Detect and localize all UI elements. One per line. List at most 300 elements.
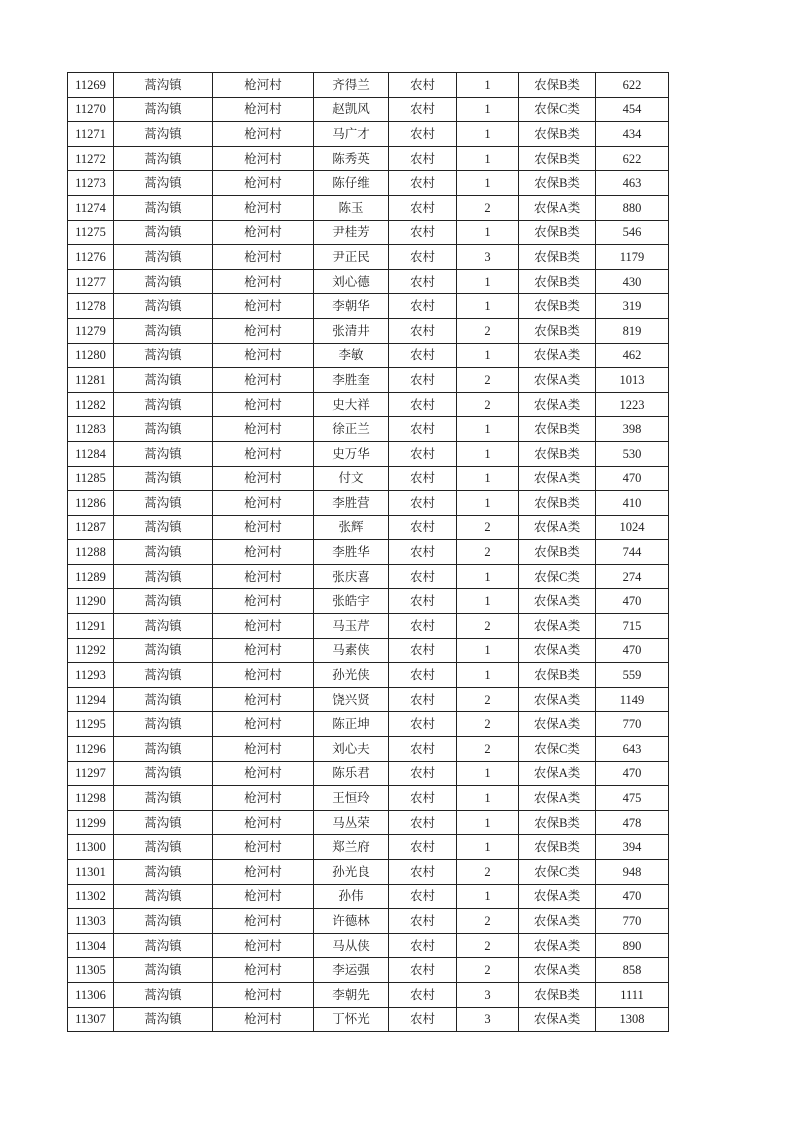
id-cell: 11278: [68, 294, 114, 319]
town-cell: 蒿沟镇: [114, 786, 213, 811]
name-cell: 陈玉: [314, 195, 389, 220]
amount-cell: 1024: [596, 515, 669, 540]
name-cell: 张清井: [314, 318, 389, 343]
name-cell: 王恒玲: [314, 786, 389, 811]
name-cell: 孙光良: [314, 860, 389, 885]
count-cell: 1: [457, 589, 519, 614]
count-cell: 1: [457, 786, 519, 811]
amount-cell: 819: [596, 318, 669, 343]
name-cell: 李胜华: [314, 540, 389, 565]
id-cell: 11299: [68, 810, 114, 835]
table-row: [68, 687, 669, 712]
count-cell: 1: [457, 441, 519, 466]
table-row: [68, 786, 669, 811]
name-cell: 李胜营: [314, 491, 389, 516]
table-row: [68, 97, 669, 122]
village-cell: 枪河村: [213, 884, 314, 909]
name-cell: 陈正坤: [314, 712, 389, 737]
count-cell: 1: [457, 835, 519, 860]
amount-cell: 319: [596, 294, 669, 319]
count-cell: 1: [457, 122, 519, 147]
count-cell: 1: [457, 171, 519, 196]
count-cell: 2: [457, 933, 519, 958]
id-cell: 11297: [68, 761, 114, 786]
insurance-class-cell: 农保B类: [519, 122, 596, 147]
town-cell: 蒿沟镇: [114, 835, 213, 860]
village-cell: 枪河村: [213, 466, 314, 491]
count-cell: 2: [457, 712, 519, 737]
count-cell: 2: [457, 909, 519, 934]
area-type-cell: 农村: [389, 589, 457, 614]
town-cell: 蒿沟镇: [114, 589, 213, 614]
area-type-cell: 农村: [389, 368, 457, 393]
table-row: [68, 417, 669, 442]
data-table: [67, 72, 669, 1032]
table-row: [68, 614, 669, 639]
amount-cell: 643: [596, 737, 669, 762]
village-cell: 枪河村: [213, 835, 314, 860]
count-cell: 1: [457, 810, 519, 835]
count-cell: 2: [457, 860, 519, 885]
village-cell: 枪河村: [213, 97, 314, 122]
id-cell: 11305: [68, 958, 114, 983]
insurance-class-cell: 农保A类: [519, 958, 596, 983]
table-row: [68, 195, 669, 220]
name-cell: 张辉: [314, 515, 389, 540]
id-cell: 11307: [68, 1007, 114, 1032]
insurance-class-cell: 农保A类: [519, 614, 596, 639]
village-cell: 枪河村: [213, 294, 314, 319]
town-cell: 蒿沟镇: [114, 122, 213, 147]
count-cell: 3: [457, 982, 519, 1007]
village-cell: 枪河村: [213, 1007, 314, 1032]
count-cell: 1: [457, 97, 519, 122]
name-cell: 陈乐君: [314, 761, 389, 786]
count-cell: 3: [457, 245, 519, 270]
name-cell: 刘心德: [314, 269, 389, 294]
amount-cell: 470: [596, 589, 669, 614]
table-row: [68, 810, 669, 835]
amount-cell: 1111: [596, 982, 669, 1007]
table-row: [68, 220, 669, 245]
insurance-class-cell: 农保B类: [519, 417, 596, 442]
id-cell: 11277: [68, 269, 114, 294]
insurance-class-cell: 农保A类: [519, 515, 596, 540]
area-type-cell: 农村: [389, 245, 457, 270]
area-type-cell: 农村: [389, 122, 457, 147]
table-row: [68, 146, 669, 171]
name-cell: 尹桂芳: [314, 220, 389, 245]
insurance-class-cell: 农保A类: [519, 343, 596, 368]
name-cell: 李朝华: [314, 294, 389, 319]
area-type-cell: 农村: [389, 982, 457, 1007]
area-type-cell: 农村: [389, 958, 457, 983]
id-cell: 11306: [68, 982, 114, 1007]
area-type-cell: 农村: [389, 933, 457, 958]
amount-cell: 715: [596, 614, 669, 639]
amount-cell: 470: [596, 638, 669, 663]
village-cell: 枪河村: [213, 245, 314, 270]
id-cell: 11301: [68, 860, 114, 885]
id-cell: 11279: [68, 318, 114, 343]
amount-cell: 462: [596, 343, 669, 368]
table-row: [68, 663, 669, 688]
id-cell: 11302: [68, 884, 114, 909]
table-row: [68, 909, 669, 934]
area-type-cell: 农村: [389, 540, 457, 565]
id-cell: 11284: [68, 441, 114, 466]
amount-cell: 880: [596, 195, 669, 220]
count-cell: 1: [457, 269, 519, 294]
town-cell: 蒿沟镇: [114, 687, 213, 712]
name-cell: 郑兰府: [314, 835, 389, 860]
town-cell: 蒿沟镇: [114, 810, 213, 835]
town-cell: 蒿沟镇: [114, 466, 213, 491]
town-cell: 蒿沟镇: [114, 146, 213, 171]
area-type-cell: 农村: [389, 810, 457, 835]
id-cell: 11295: [68, 712, 114, 737]
count-cell: 1: [457, 220, 519, 245]
town-cell: 蒿沟镇: [114, 392, 213, 417]
insurance-class-cell: 农保B类: [519, 491, 596, 516]
insurance-class-cell: 农保A类: [519, 195, 596, 220]
area-type-cell: 农村: [389, 687, 457, 712]
name-cell: 孙伟: [314, 884, 389, 909]
id-cell: 11273: [68, 171, 114, 196]
village-cell: 枪河村: [213, 491, 314, 516]
count-cell: 1: [457, 884, 519, 909]
area-type-cell: 农村: [389, 269, 457, 294]
area-type-cell: 农村: [389, 343, 457, 368]
id-cell: 11281: [68, 368, 114, 393]
table-row: [68, 171, 669, 196]
amount-cell: 1223: [596, 392, 669, 417]
name-cell: 李敏: [314, 343, 389, 368]
table-row: [68, 933, 669, 958]
area-type-cell: 农村: [389, 220, 457, 245]
village-cell: 枪河村: [213, 171, 314, 196]
insurance-class-cell: 农保A类: [519, 884, 596, 909]
village-cell: 枪河村: [213, 737, 314, 762]
amount-cell: 948: [596, 860, 669, 885]
amount-cell: 770: [596, 909, 669, 934]
village-cell: 枪河村: [213, 860, 314, 885]
town-cell: 蒿沟镇: [114, 564, 213, 589]
table-row: [68, 73, 669, 98]
table-row: [68, 294, 669, 319]
table-row: [68, 564, 669, 589]
insurance-class-cell: 农保B类: [519, 318, 596, 343]
name-cell: 陈仔维: [314, 171, 389, 196]
id-cell: 11304: [68, 933, 114, 958]
id-cell: 11269: [68, 73, 114, 98]
village-cell: 枪河村: [213, 614, 314, 639]
name-cell: 尹正民: [314, 245, 389, 270]
name-cell: 马丛荣: [314, 810, 389, 835]
count-cell: 1: [457, 638, 519, 663]
insurance-class-cell: 农保B类: [519, 73, 596, 98]
insurance-class-cell: 农保B类: [519, 835, 596, 860]
amount-cell: 1013: [596, 368, 669, 393]
name-cell: 赵凯风: [314, 97, 389, 122]
insurance-class-cell: 农保A类: [519, 687, 596, 712]
village-cell: 枪河村: [213, 343, 314, 368]
insurance-class-cell: 农保A类: [519, 638, 596, 663]
table-row: [68, 441, 669, 466]
amount-cell: 463: [596, 171, 669, 196]
id-cell: 11280: [68, 343, 114, 368]
village-cell: 枪河村: [213, 638, 314, 663]
area-type-cell: 农村: [389, 712, 457, 737]
amount-cell: 470: [596, 761, 669, 786]
area-type-cell: 农村: [389, 761, 457, 786]
table-row: [68, 368, 669, 393]
name-cell: 齐得兰: [314, 73, 389, 98]
insurance-class-cell: 农保B类: [519, 171, 596, 196]
table-row: [68, 269, 669, 294]
area-type-cell: 农村: [389, 97, 457, 122]
table-row: [68, 1007, 669, 1032]
village-cell: 枪河村: [213, 515, 314, 540]
town-cell: 蒿沟镇: [114, 318, 213, 343]
insurance-class-cell: 农保A类: [519, 1007, 596, 1032]
area-type-cell: 农村: [389, 146, 457, 171]
area-type-cell: 农村: [389, 515, 457, 540]
village-cell: 枪河村: [213, 540, 314, 565]
village-cell: 枪河村: [213, 122, 314, 147]
name-cell: 付文: [314, 466, 389, 491]
amount-cell: 530: [596, 441, 669, 466]
id-cell: 11300: [68, 835, 114, 860]
count-cell: 3: [457, 1007, 519, 1032]
amount-cell: 622: [596, 73, 669, 98]
amount-cell: 394: [596, 835, 669, 860]
amount-cell: 434: [596, 122, 669, 147]
village-cell: 枪河村: [213, 441, 314, 466]
village-cell: 枪河村: [213, 712, 314, 737]
area-type-cell: 农村: [389, 318, 457, 343]
area-type-cell: 农村: [389, 860, 457, 885]
area-type-cell: 农村: [389, 441, 457, 466]
id-cell: 11286: [68, 491, 114, 516]
amount-cell: 470: [596, 466, 669, 491]
name-cell: 孙光侠: [314, 663, 389, 688]
amount-cell: 559: [596, 663, 669, 688]
amount-cell: 744: [596, 540, 669, 565]
table-row: [68, 343, 669, 368]
town-cell: 蒿沟镇: [114, 73, 213, 98]
id-cell: 11275: [68, 220, 114, 245]
village-cell: 枪河村: [213, 146, 314, 171]
id-cell: 11291: [68, 614, 114, 639]
table-row: [68, 491, 669, 516]
name-cell: 徐正兰: [314, 417, 389, 442]
amount-cell: 546: [596, 220, 669, 245]
village-cell: 枪河村: [213, 318, 314, 343]
area-type-cell: 农村: [389, 417, 457, 442]
village-cell: 枪河村: [213, 810, 314, 835]
amount-cell: 890: [596, 933, 669, 958]
insurance-class-cell: 农保A类: [519, 466, 596, 491]
town-cell: 蒿沟镇: [114, 294, 213, 319]
town-cell: 蒿沟镇: [114, 884, 213, 909]
insurance-class-cell: 农保A类: [519, 589, 596, 614]
amount-cell: 770: [596, 712, 669, 737]
insurance-class-cell: 农保A类: [519, 392, 596, 417]
village-cell: 枪河村: [213, 417, 314, 442]
amount-cell: 454: [596, 97, 669, 122]
area-type-cell: 农村: [389, 392, 457, 417]
area-type-cell: 农村: [389, 171, 457, 196]
area-type-cell: 农村: [389, 466, 457, 491]
town-cell: 蒿沟镇: [114, 515, 213, 540]
amount-cell: 622: [596, 146, 669, 171]
name-cell: 许德林: [314, 909, 389, 934]
name-cell: 马从侠: [314, 933, 389, 958]
town-cell: 蒿沟镇: [114, 638, 213, 663]
table-row: [68, 392, 669, 417]
id-cell: 11296: [68, 737, 114, 762]
village-cell: 枪河村: [213, 368, 314, 393]
name-cell: 刘心夫: [314, 737, 389, 762]
town-cell: 蒿沟镇: [114, 368, 213, 393]
id-cell: 11292: [68, 638, 114, 663]
village-cell: 枪河村: [213, 786, 314, 811]
village-cell: 枪河村: [213, 220, 314, 245]
id-cell: 11271: [68, 122, 114, 147]
town-cell: 蒿沟镇: [114, 909, 213, 934]
name-cell: 史大祥: [314, 392, 389, 417]
town-cell: 蒿沟镇: [114, 441, 213, 466]
town-cell: 蒿沟镇: [114, 761, 213, 786]
table-row: [68, 318, 669, 343]
table-row: [68, 122, 669, 147]
id-cell: 11283: [68, 417, 114, 442]
amount-cell: 430: [596, 269, 669, 294]
area-type-cell: 农村: [389, 564, 457, 589]
area-type-cell: 农村: [389, 1007, 457, 1032]
table-row: [68, 466, 669, 491]
table-row: [68, 638, 669, 663]
name-cell: 李胜奎: [314, 368, 389, 393]
count-cell: 2: [457, 540, 519, 565]
amount-cell: 1149: [596, 687, 669, 712]
amount-cell: 470: [596, 884, 669, 909]
insurance-class-cell: 农保A类: [519, 761, 596, 786]
id-cell: 11270: [68, 97, 114, 122]
insurance-class-cell: 农保B类: [519, 441, 596, 466]
area-type-cell: 农村: [389, 195, 457, 220]
id-cell: 11303: [68, 909, 114, 934]
town-cell: 蒿沟镇: [114, 663, 213, 688]
insurance-class-cell: 农保C类: [519, 860, 596, 885]
insurance-class-cell: 农保B类: [519, 146, 596, 171]
insurance-class-cell: 农保B类: [519, 810, 596, 835]
count-cell: 2: [457, 195, 519, 220]
name-cell: 马素侠: [314, 638, 389, 663]
insurance-class-cell: 农保B类: [519, 269, 596, 294]
area-type-cell: 农村: [389, 884, 457, 909]
insurance-class-cell: 农保B类: [519, 245, 596, 270]
town-cell: 蒿沟镇: [114, 171, 213, 196]
area-type-cell: 农村: [389, 638, 457, 663]
town-cell: 蒿沟镇: [114, 737, 213, 762]
town-cell: 蒿沟镇: [114, 269, 213, 294]
insurance-class-cell: 农保C类: [519, 97, 596, 122]
name-cell: 陈秀英: [314, 146, 389, 171]
area-type-cell: 农村: [389, 737, 457, 762]
insurance-class-cell: 农保B类: [519, 982, 596, 1007]
village-cell: 枪河村: [213, 589, 314, 614]
id-cell: 11298: [68, 786, 114, 811]
insurance-class-cell: 农保C类: [519, 564, 596, 589]
town-cell: 蒿沟镇: [114, 958, 213, 983]
table-row: [68, 737, 669, 762]
count-cell: 2: [457, 368, 519, 393]
count-cell: 1: [457, 466, 519, 491]
table-row: [68, 515, 669, 540]
town-cell: 蒿沟镇: [114, 195, 213, 220]
village-cell: 枪河村: [213, 687, 314, 712]
table-row: [68, 982, 669, 1007]
village-cell: 枪河村: [213, 761, 314, 786]
area-type-cell: 农村: [389, 294, 457, 319]
amount-cell: 858: [596, 958, 669, 983]
town-cell: 蒿沟镇: [114, 712, 213, 737]
count-cell: 1: [457, 663, 519, 688]
name-cell: 马玉芹: [314, 614, 389, 639]
amount-cell: 1308: [596, 1007, 669, 1032]
area-type-cell: 农村: [389, 663, 457, 688]
count-cell: 2: [457, 687, 519, 712]
id-cell: 11289: [68, 564, 114, 589]
area-type-cell: 农村: [389, 614, 457, 639]
name-cell: 饶兴贤: [314, 687, 389, 712]
area-type-cell: 农村: [389, 73, 457, 98]
village-cell: 枪河村: [213, 269, 314, 294]
name-cell: 张皓宇: [314, 589, 389, 614]
id-cell: 11276: [68, 245, 114, 270]
town-cell: 蒿沟镇: [114, 1007, 213, 1032]
id-cell: 11293: [68, 663, 114, 688]
village-cell: 枪河村: [213, 564, 314, 589]
insurance-class-cell: 农保B类: [519, 220, 596, 245]
amount-cell: 475: [596, 786, 669, 811]
id-cell: 11285: [68, 466, 114, 491]
count-cell: 1: [457, 73, 519, 98]
insurance-class-cell: 农保A类: [519, 786, 596, 811]
count-cell: 1: [457, 564, 519, 589]
town-cell: 蒿沟镇: [114, 614, 213, 639]
town-cell: 蒿沟镇: [114, 245, 213, 270]
name-cell: 李朝先: [314, 982, 389, 1007]
insurance-class-cell: 农保B类: [519, 294, 596, 319]
count-cell: 1: [457, 343, 519, 368]
id-cell: 11294: [68, 687, 114, 712]
amount-cell: 398: [596, 417, 669, 442]
count-cell: 1: [457, 146, 519, 171]
town-cell: 蒿沟镇: [114, 933, 213, 958]
name-cell: 马广才: [314, 122, 389, 147]
village-cell: 枪河村: [213, 663, 314, 688]
town-cell: 蒿沟镇: [114, 220, 213, 245]
amount-cell: 1179: [596, 245, 669, 270]
table-row: [68, 884, 669, 909]
amount-cell: 410: [596, 491, 669, 516]
table-row: [68, 712, 669, 737]
area-type-cell: 农村: [389, 835, 457, 860]
village-cell: 枪河村: [213, 73, 314, 98]
